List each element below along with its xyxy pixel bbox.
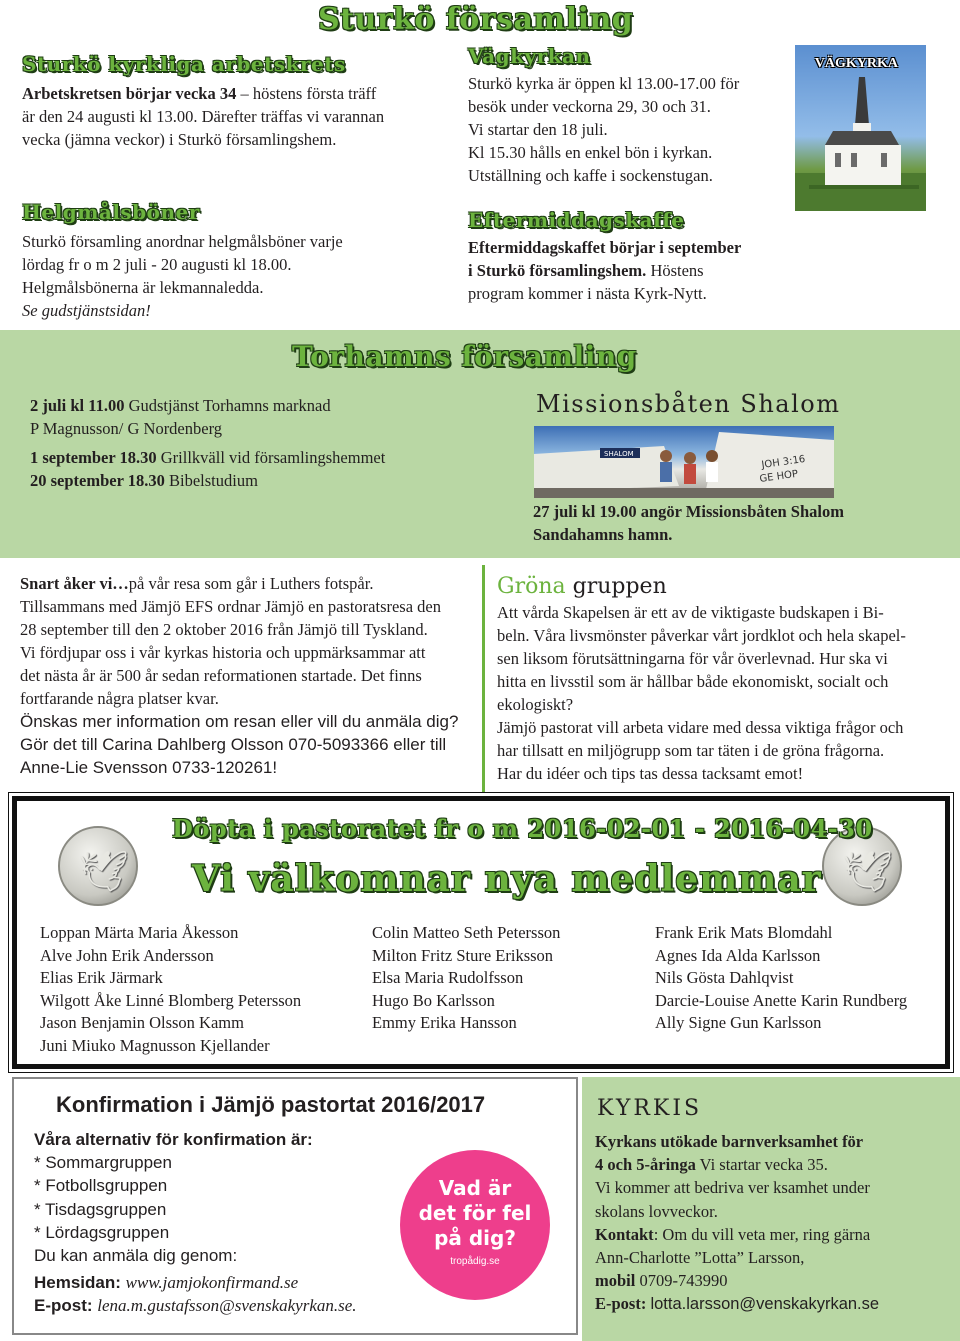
- torhamn-section-title: Torhamns församling: [292, 340, 637, 373]
- konfirmation-body: [34, 1128, 414, 1318]
- badge-small-text: tropådig.se: [450, 1256, 500, 1267]
- arbetskrets-line2: är den 24 augusti kl 13.00. Därefter träffas vi varannan: [22, 107, 385, 126]
- snart-line6: fortfarande några platser kvar.: [20, 689, 219, 708]
- sturko-section-title: Sturkö församling: [318, 2, 634, 37]
- baptized-name: Hugo Bo Karlsson: [372, 990, 495, 1010]
- kyrkis-title: KYRKIS: [597, 1096, 703, 1121]
- konfirmation-mail: E-post: lena.m.gustafsson@svenskakyrkan.se.: [34, 1296, 357, 1316]
- konfirmation-badge: [400, 1150, 550, 1300]
- grona-title: Gröna gruppen: [497, 574, 667, 599]
- baptized-name: Alve John Erik Andersson: [40, 945, 214, 965]
- names-column-3: [655, 922, 907, 1035]
- konfirmation-option: * Sommargruppen: [34, 1153, 172, 1173]
- arbetskrets-line1: Arbetskretsen börjar vecka 34 – höstens första träff: [22, 84, 377, 103]
- konfirmation-option: * Fotbollsgruppen: [34, 1176, 168, 1196]
- helgmal-line4: Se gudstjänstsidan!: [22, 301, 151, 320]
- helgmal-line3: Helgmålsbönerna är lekmannaledda.: [22, 278, 264, 297]
- shalom-title: Missionsbåten Shalom: [536, 390, 841, 418]
- vagkyrkan-heading: Vägkyrkan: [468, 44, 591, 68]
- kyrkis-line4: skolans lovveckor.: [595, 1201, 718, 1221]
- names-column-2: [372, 922, 560, 1035]
- konfirmation-option: * Tisdagsgruppen: [34, 1199, 167, 1219]
- baptized-name: Ally Signe Gun Karlsson: [655, 1013, 822, 1032]
- eftermiddag-block: [468, 208, 798, 305]
- baptized-name: Frank Erik Mats Blomdahl: [655, 923, 833, 942]
- kyrkis-mail: E-post: lotta.larsson@venskakyrkan.se: [595, 1294, 880, 1314]
- shalom-sail-text-1: JOH 3:16: [760, 453, 806, 471]
- eftermiddag-line2: i Sturkö församlingshem. Höstens: [468, 261, 704, 280]
- baptized-name: Loppan Märta Maria Åkesson: [40, 923, 239, 942]
- kyrkis-line3: Vi kommer att bedriva ver ksamhet under: [595, 1178, 870, 1198]
- snart-block: [20, 572, 480, 779]
- church-photo-label: VÄGKYRKA: [814, 56, 898, 71]
- torhamn-event-2: 1 september 18.30 Grillkväll vid församlingshemmet: [30, 448, 386, 467]
- eftermiddag-line3: program kommer i nästa Kyrk-Nytt.: [468, 284, 707, 303]
- konfirmation-web: Hemsidan: www.jamjokonfirmand.se: [34, 1273, 299, 1293]
- grona-line3: sen liksom förutsättningarna för vår överlevnad. Hur ska vi: [497, 649, 888, 668]
- church-photo: [795, 45, 926, 211]
- arbetskrets-block: [22, 52, 452, 151]
- baptized-name: Wilgott Åke Linné Blomberg Petersson: [40, 990, 302, 1010]
- shalom-sail-label: SHALOM: [604, 450, 634, 458]
- snart-line3: 28 september till den 2 oktober 2016 från Jämjö till Tyskland.: [20, 620, 428, 639]
- shalom-boat-illustration: [534, 426, 834, 498]
- eftermiddag-line1: Eftermiddagskaffet börjar i september: [468, 238, 742, 257]
- baptized-name: Agnes Ida Alda Karlsson: [655, 945, 821, 965]
- vertical-divider: [482, 565, 485, 793]
- konfirmation-intro: Våra alternativ för konfirmation är:: [34, 1130, 313, 1149]
- konfirmation-title: Konfirmation i Jämjö pastortat 2016/2017: [56, 1092, 486, 1117]
- baptized-name: Darcie-Louise Anette Karin Rundberg: [655, 990, 908, 1010]
- kyrkis-line1: Kyrkans utökade barnverksamhet för: [595, 1132, 864, 1151]
- eftermiddag-heading: Eftermiddagskaffe: [468, 208, 685, 232]
- torhamn-event-1-sub: P Magnusson/ G Nordenberg: [30, 419, 223, 438]
- baptized-name: Elsa Maria Rudolfsson: [372, 968, 524, 987]
- shalom-sail-text-2: GE HOP: [758, 468, 799, 485]
- vagkyrkan-line3: Vi startar den 18 juli.: [468, 120, 608, 139]
- badge-text: Vad är det för fel på dig?: [418, 1176, 532, 1250]
- dove-icon: 🕊: [822, 826, 902, 906]
- helgmal-line1: Sturkö församling anordnar helgmålsböner varje: [22, 232, 343, 251]
- arbetskrets-line3: vecka (jämna veckor) i Sturkö församlingshem.: [22, 130, 337, 149]
- konfirmation-web-link[interactable]: www.jamjokonfirmand.se: [125, 1273, 299, 1293]
- grona-line8: Har du idéer och tips tas dessa tacksamt emot!: [497, 764, 804, 783]
- shalom-text: [533, 500, 933, 546]
- torhamn-event-1: 2 juli kl 11.00 Gudstjänst Torhamns marknad: [30, 396, 331, 415]
- torhamn-events: [30, 394, 500, 492]
- snart-line5: det nästa år är 500 år sedan reformationen startade. Det finns: [20, 666, 422, 685]
- shalom-line2: Sandahamns hamn.: [533, 525, 673, 544]
- grona-line5: ekologiskt?: [497, 695, 574, 714]
- vagkyrkan-line5: Utställning och kaffe i sockenstugan.: [468, 166, 713, 185]
- baptized-name: Jason Benjamin Olsson Kamm: [40, 1013, 244, 1032]
- baptized-name: Milton Fritz Sture Eriksson: [372, 945, 554, 965]
- helgmal-block: [22, 200, 452, 322]
- konfirmation-option: * Lördagsgruppen: [34, 1222, 170, 1242]
- vagkyrkan-line4: Kl 15.30 hålls en enkel bön i kyrkan.: [468, 143, 713, 162]
- torhamn-event-3: 20 september 18.30 Bibelstudium: [30, 471, 258, 490]
- snart-line8: Gör det till Carina Dahlberg Olsson 070-5093366 eller till: [20, 735, 447, 754]
- grona-line2: beln. Våra livsmönster påverkar vårt jordklot och hela skapel-: [497, 626, 906, 645]
- konfirmation-signup: Du kan anmäla dig genom:: [34, 1246, 238, 1266]
- baptized-name: Emmy Erika Hansson: [372, 1013, 517, 1032]
- shalom-photo: [534, 426, 834, 498]
- helgmal-heading: Helgmålsböner: [22, 200, 200, 224]
- snart-line4: Vi fördjupar oss i vår kyrkas historia och uppmärksammar att: [20, 643, 426, 662]
- kyrkis-contact: Kontakt: Om du vill veta mer, ring gärna: [595, 1224, 871, 1244]
- konfirmation-mail-link[interactable]: lena.m.gustafsson@svenskakyrkan.se.: [97, 1296, 357, 1316]
- names-column-1: [40, 922, 301, 1057]
- grona-line1: Att vårda Skapelsen är ett av de viktigaste budskapen i Bi-: [497, 603, 884, 622]
- dopta-title: Döpta i pastoratet fr o m 2016-02-01 - 2016-04-30: [172, 814, 873, 843]
- kyrkis-mobil: mobil 0709-743990: [595, 1271, 728, 1291]
- snart-line2: Tillsammans med Jämjö EFS ordnar Jämjö en pastoratsresa den: [20, 597, 441, 616]
- kyrkis-body: [595, 1130, 955, 1317]
- kyrkis-mail-link[interactable]: lotta.larsson@venskakyrkan.se: [650, 1295, 880, 1314]
- grona-block: [497, 573, 957, 785]
- shalom-line1: 27 juli kl 19.00 angör Missionsbåten Shalom: [533, 502, 844, 521]
- baptized-name: Juni Miuko Magnusson Kjellander: [40, 1035, 270, 1055]
- kyrkis-line6: Ann-Charlotte ”Lotta” Larsson,: [595, 1248, 805, 1268]
- vagkyrkan-line1: Sturkö kyrka är öppen kl 13.00-17.00 för: [468, 74, 740, 93]
- arbetskrets-heading: Sturkö kyrkliga arbetskrets: [22, 52, 346, 76]
- baptized-name: Elias Erik Järmark: [40, 968, 163, 987]
- baptized-name: Colin Matteo Seth Petersson: [372, 923, 561, 942]
- snart-line9: Anne-Lie Svensson 0733-120261!: [20, 758, 278, 777]
- helgmal-line2: lördag fr o m 2 juli - 20 augusti kl 18.00.: [22, 255, 292, 274]
- kyrkis-line2: 4 och 5-åringa Vi startar vecka 35.: [595, 1155, 828, 1175]
- snart-line7: Önskas mer information om resan eller vill du anmäla dig?: [20, 712, 459, 731]
- grona-line6: Jämjö pastorat vill arbeta vidare med dessa viktiga frågor och: [497, 718, 904, 737]
- snart-line1: Snart åker vi…på vår resa som går i Luthers fotspår.: [20, 574, 374, 593]
- vagkyrkan-line2: besök under veckorna 29, 30 och 31.: [468, 97, 711, 116]
- valkomnar-title: Vi välkomnar nya medlemmar: [192, 858, 822, 900]
- grona-line7: har tillsatt en miljögrupp som tar täten i de gröna frågorna.: [497, 741, 885, 760]
- grona-line4: hitta en livsstil som är hållbar både ekonomiskt, socialt och: [497, 672, 889, 691]
- vagkyrkan-block: [468, 44, 798, 187]
- baptized-name: Nils Gösta Dahlqvist: [655, 968, 794, 987]
- dove-icon: 🕊: [58, 826, 138, 906]
